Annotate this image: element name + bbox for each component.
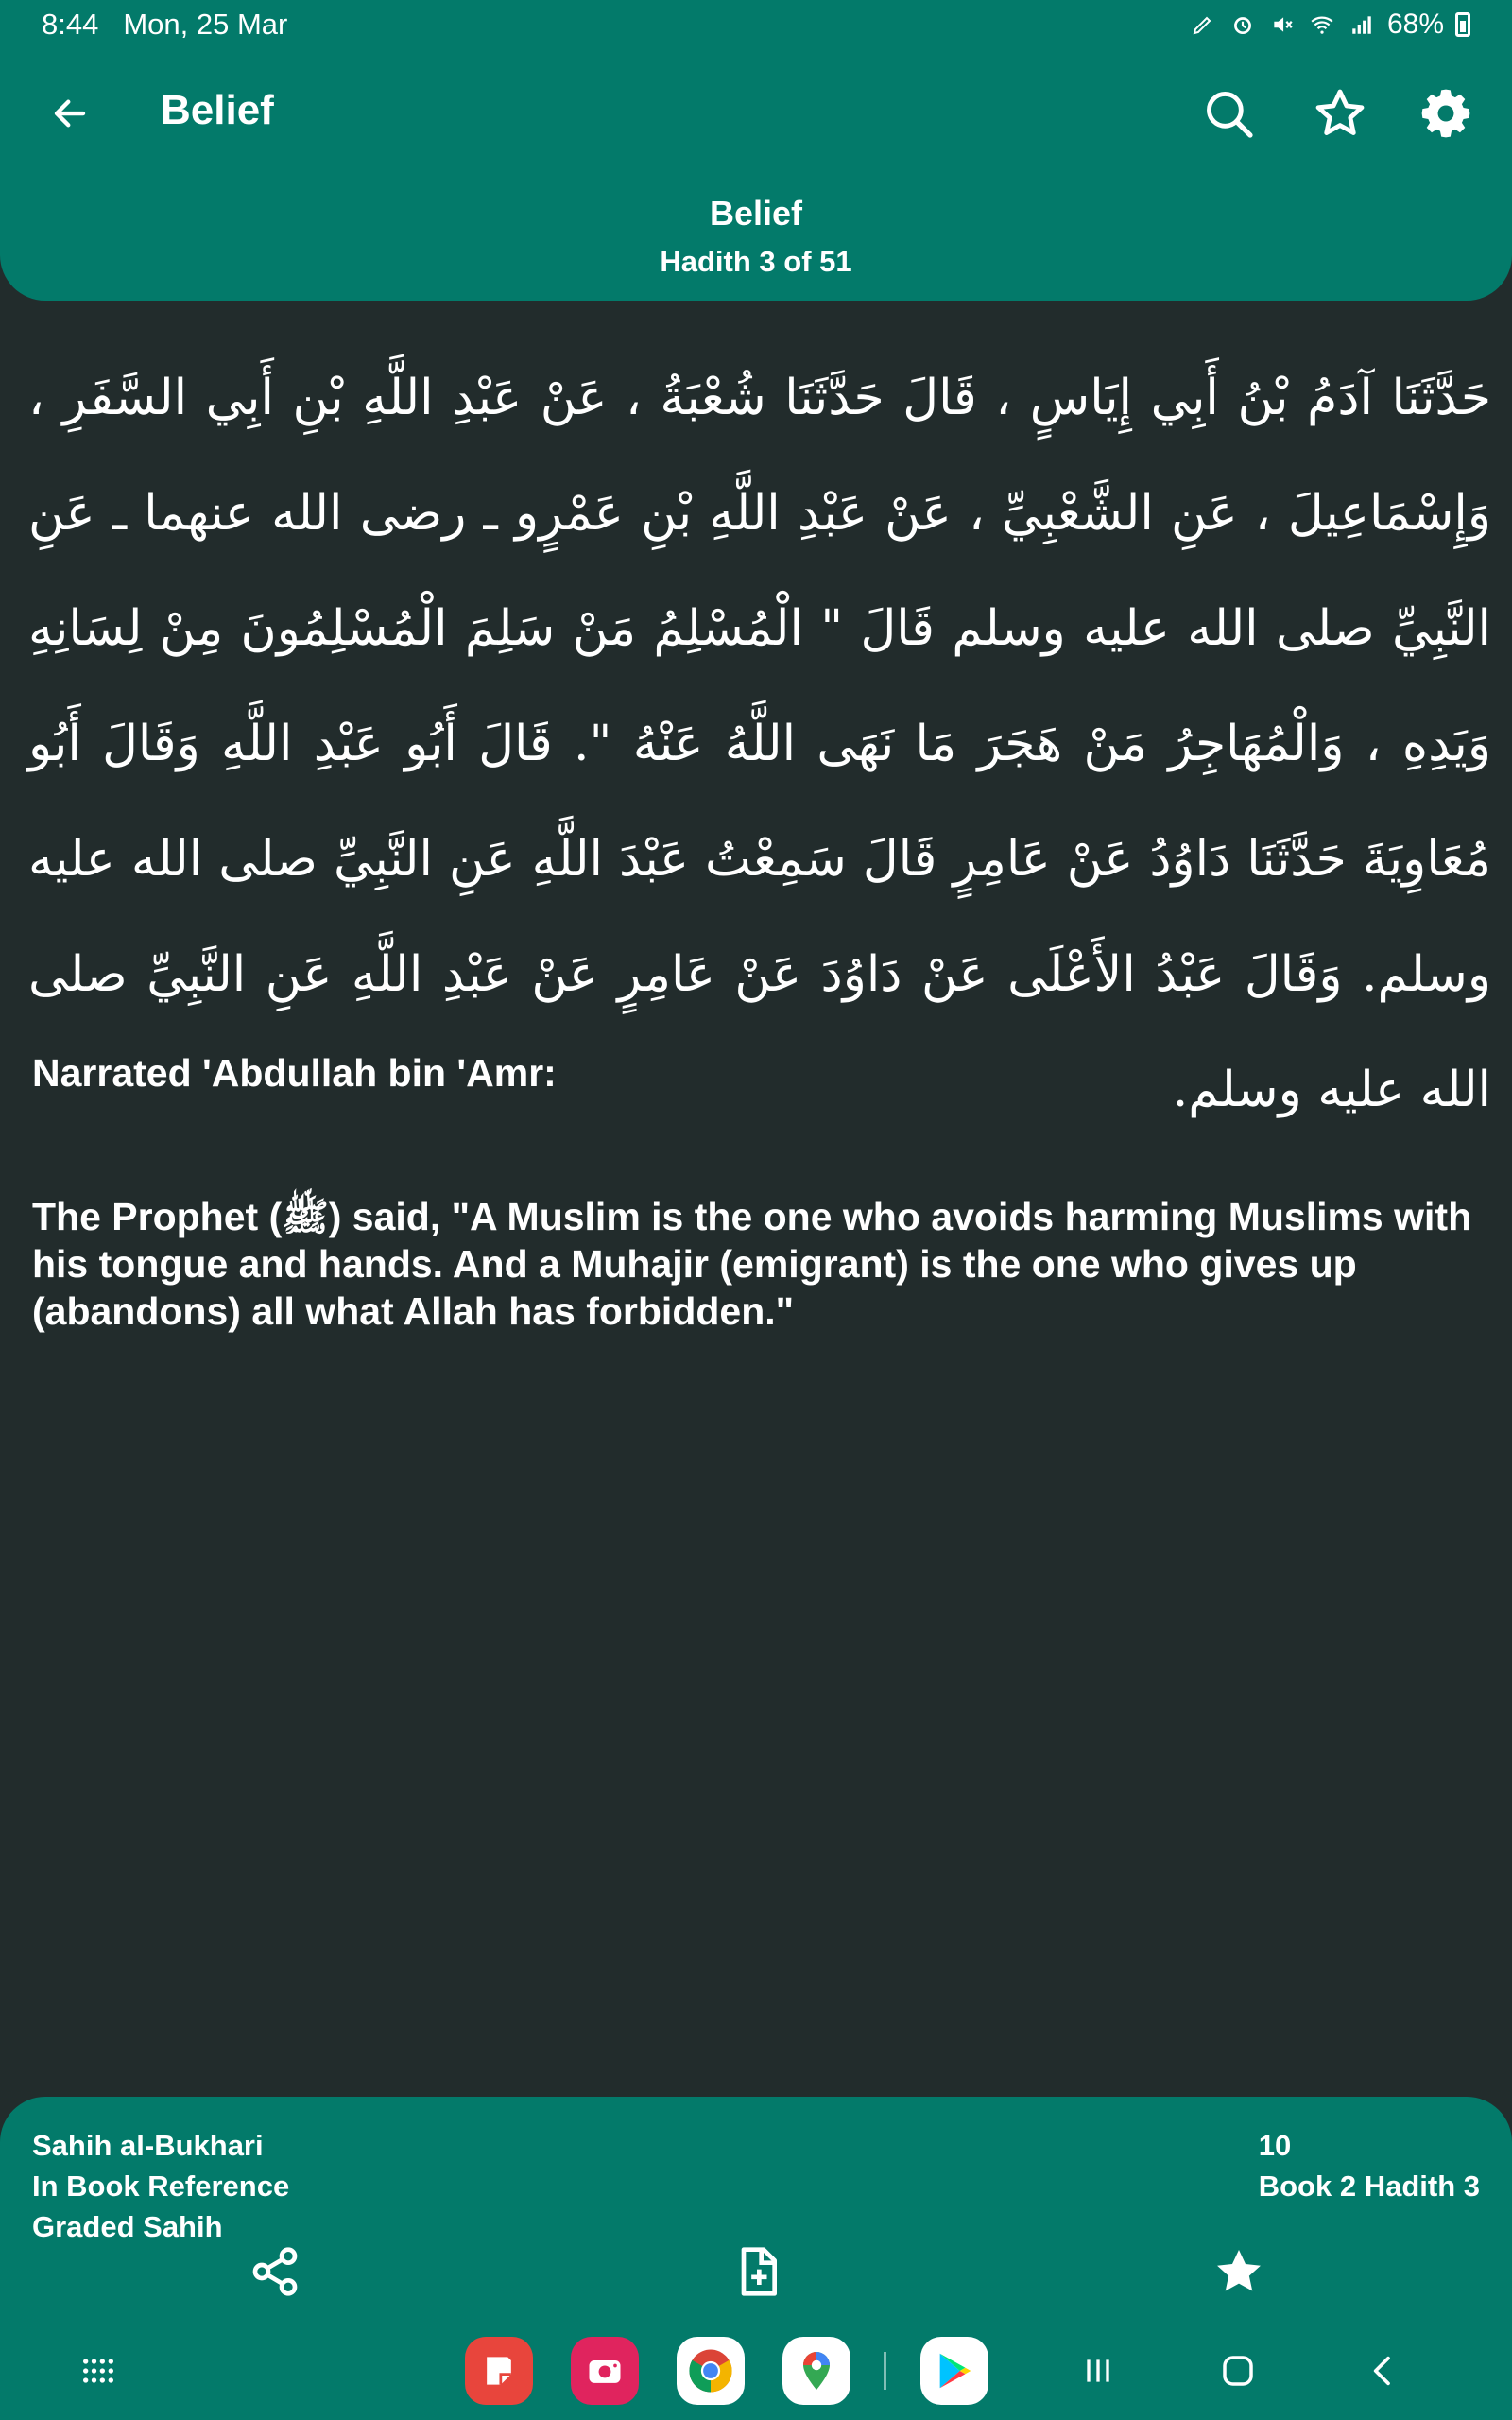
status-time: 8:44 <box>42 8 99 41</box>
in-book-reference-label: In Book Reference <box>32 2169 290 2203</box>
bookmark-star-icon[interactable] <box>1206 2238 1272 2305</box>
add-note-icon[interactable] <box>724 2238 790 2305</box>
nav-divider <box>884 2352 886 2390</box>
in-book-reference-value: Book 2 Hadith 3 <box>1258 2169 1480 2203</box>
system-nav-bar <box>0 2322 1512 2420</box>
status-icons <box>1189 9 1470 41</box>
gear-icon[interactable] <box>1416 83 1476 144</box>
reference-left <box>32 2125 289 2247</box>
battery-icon <box>1455 12 1470 37</box>
back-arrow-icon[interactable] <box>42 85 98 142</box>
chapter-title: Belief <box>709 194 803 233</box>
page-title: Belief <box>161 87 274 133</box>
recents-button[interactable] <box>1064 2337 1132 2405</box>
collection-name: Sahih al-Bukhari <box>32 2129 264 2162</box>
wifi-icon <box>1308 10 1336 39</box>
signal-icon <box>1348 10 1376 39</box>
maps-app-icon[interactable] <box>782 2337 850 2405</box>
top-header <box>0 0 1512 301</box>
english-translation: The Prophet (ﷺ) said, "A Muslim is the one who avoids harming Muslims with his tongue and hands. And a Muhajir (emigrant) is the one who gives up (abandons) all what Allah has forbidden." <box>32 1195 1472 1333</box>
home-button[interactable] <box>1204 2337 1272 2405</box>
narrator-line: Narrated 'Abdullah bin 'Amr: <box>32 1051 557 1095</box>
pen-icon <box>1189 10 1217 39</box>
arabic-text: حَدَّثَنَا آدَمُ بْنُ أَبِي إِيَاسٍ ، قَالَ حَدَّثَنَا شُعْبَةُ ، عَنْ عَبْدِ اللَّهِ بْنِ أَبِي السَّفَرِ ، وَإِسْمَاعِيلَ ، عَنِ الشَّعْبِيِّ ، عَنْ عَبْدِ اللَّهِ بْنِ عَمْرٍو ـ رضى الله عنهما ـ عَنِ النَّبِيِّ صلى الله عليه وسلم قَالَ " الْمُسْلِمُ مَنْ سَلِمَ الْمُسْلِمُونَ مِنْ لِسَانِهِ وَيَدِهِ ، وَالْمُهَاجِرُ مَنْ هَجَرَ مَا نَهَى اللَّهُ عَنْهُ ". قَالَ أَبُو عَبْدِ اللَّهِ وَقَالَ أَبُو مُعَاوِيَةَ حَدَّثَنَا دَاوُدُ عَنْ عَامِرٍ قَالَ سَمِعْتُ عَبْدَ اللَّهِ عَنِ النَّبِيِّ صلى الله عليه وسلم. وَقَالَ عَبْدُ الأَعْلَى عَنْ دَاوُدَ عَنْ عَامِرٍ عَنْ عَبْدِ اللَّهِ عَنِ النَّبِيِّ صلى الله عليه وسلم. <box>28 370 1491 1118</box>
mute-icon <box>1268 10 1297 39</box>
grade-label: Graded Sahih <box>32 2210 223 2243</box>
search-icon[interactable] <box>1198 83 1259 144</box>
chapter-subheader <box>0 194 1512 279</box>
app-drawer-icon[interactable] <box>64 2337 132 2405</box>
back-button[interactable] <box>1349 2337 1418 2405</box>
reference-right <box>1259 2125 1480 2206</box>
status-bar <box>0 0 1512 49</box>
battery-percent: 68% <box>1386 9 1444 40</box>
camera-app-icon[interactable] <box>571 2337 639 2405</box>
notes-app-icon[interactable] <box>465 2337 533 2405</box>
status-date: Mon, 25 Mar <box>123 8 288 41</box>
hadith-counter: Hadith 3 of 51 <box>660 245 852 278</box>
reference-panel <box>0 2097 1512 2322</box>
star-outline-icon[interactable] <box>1310 83 1370 144</box>
share-icon[interactable] <box>242 2238 308 2305</box>
alarm-icon <box>1228 10 1257 39</box>
hadith-number: 10 <box>1258 2129 1292 2162</box>
app-bar <box>0 66 1512 161</box>
chrome-app-icon[interactable] <box>677 2337 745 2405</box>
play-store-app-icon[interactable] <box>920 2337 988 2405</box>
